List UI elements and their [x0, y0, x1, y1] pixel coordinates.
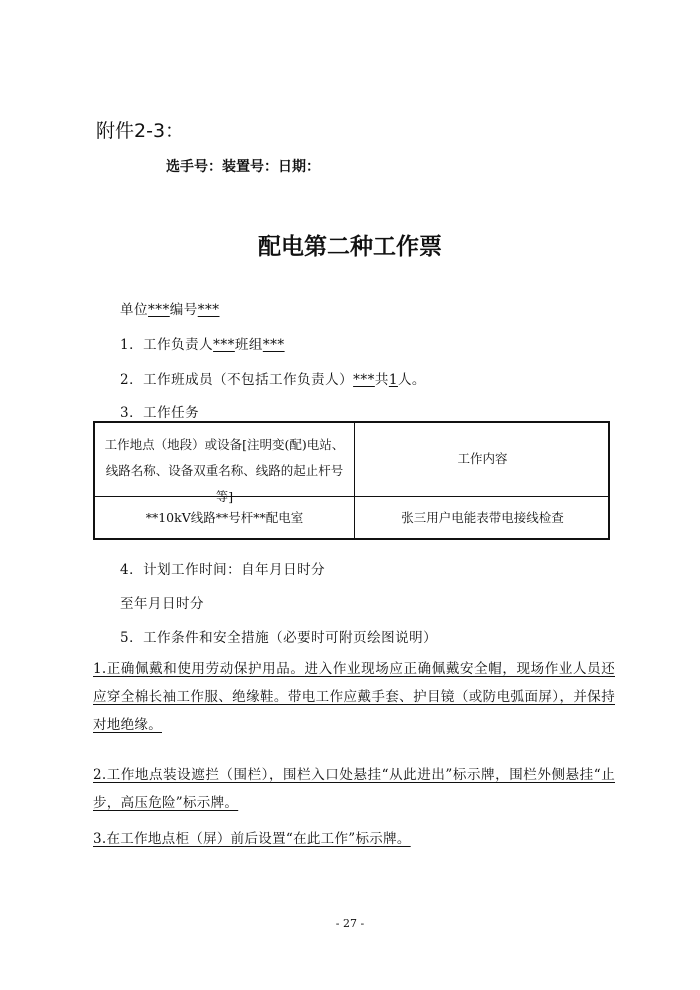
- safety-measure-1: 1.正确佩戴和使用劳动保护用品。进入作业现场应正确佩戴安全帽，现场作业人员还应穿全棉长袖工作服、绝缘鞋。带电工作应戴手套、护目镜（或防电弧面屏），并保持对地绝缘。: [93, 661, 615, 733]
- planned-time-end-line: 至年月日时分: [120, 596, 204, 612]
- members-value: ***: [353, 372, 375, 388]
- total-label: 共: [374, 372, 389, 388]
- header-work-location: 工作地点（地段）或设备[注明变(配)电站、线路名称、设备双重名称、线路的起止杆号等]: [104, 437, 345, 504]
- number-label: 编号: [169, 302, 198, 318]
- document-title: 配电第二种工作票: [258, 233, 442, 260]
- number-value: ***: [197, 302, 220, 318]
- safety-measures-heading: 5．工作条件和安全措施（必要时可附页绘图说明）: [120, 630, 438, 646]
- team-value: ***: [262, 337, 285, 353]
- attachment-label: 附件2-3：: [96, 120, 185, 142]
- total-value: 1: [388, 372, 398, 388]
- page-number: - 27 -: [335, 917, 365, 930]
- leader-value: ***: [213, 337, 235, 353]
- unit-value: ***: [148, 302, 170, 318]
- unit-label: 单位: [120, 302, 148, 318]
- work-task-heading: 3．工作任务: [120, 405, 200, 421]
- total-suffix: 人。: [397, 372, 426, 388]
- safety-measure-2: 2.工作地点装设遮拦（围栏），围栏入口处悬挂“从此进出”标示牌，围栏外侧悬挂“止步，高压危险”标示牌。: [93, 767, 615, 811]
- team-label: 班组: [234, 337, 263, 353]
- contestant-meta-line: 选手号：装置号：日期：: [166, 159, 320, 175]
- team-members-line: [120, 368, 426, 388]
- unit-line: [120, 298, 220, 318]
- work-leader-line: [120, 333, 285, 353]
- members-prefix: 2．工作班成员（不包括工作负责人）: [120, 372, 354, 388]
- leader-prefix: 1．工作负责人: [120, 337, 214, 353]
- cell-work-location: **10kV线路**号杆**配电室: [145, 510, 304, 525]
- task-table: [93, 421, 610, 540]
- planned-time-line: 4．计划工作时间：自年月日时分: [120, 562, 326, 578]
- header-work-content: 工作内容: [457, 451, 508, 466]
- safety-measure-3: 3.在工作地点柜（屏）前后设置“在此工作”标示牌。: [93, 831, 411, 847]
- cell-work-content: 张三用户电能表带电接线检查: [401, 510, 564, 525]
